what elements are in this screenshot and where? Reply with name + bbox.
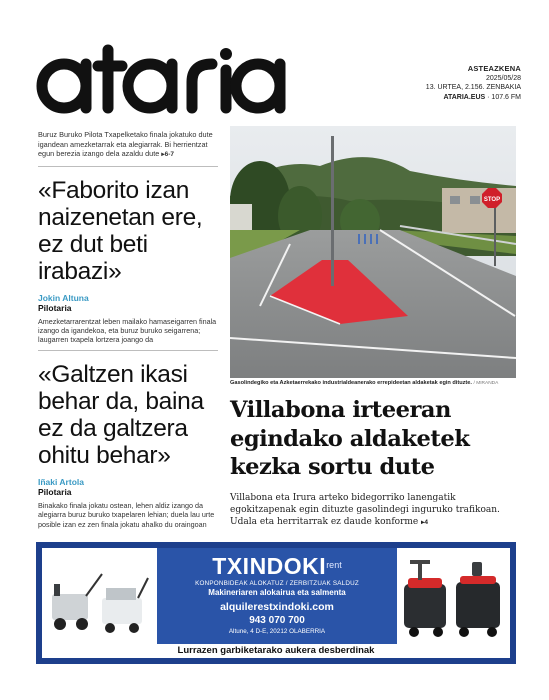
radio-frequency: 107.6 FM bbox=[491, 93, 521, 101]
author-name: Jokin Altuna bbox=[38, 292, 89, 303]
ataria-logo-icon bbox=[36, 42, 298, 114]
author-role: Pilotaria bbox=[38, 302, 72, 313]
ad-phone[interactable]: 943 070 700 bbox=[249, 615, 305, 626]
author-role: Pilotaria bbox=[38, 487, 72, 498]
lead-photo[interactable] bbox=[230, 126, 516, 378]
photo-credit: / MIRANDA bbox=[473, 381, 499, 386]
website-link[interactable]: ATARIA.EUS bbox=[443, 93, 486, 101]
edition-issue: 13. URTEA, 2.156. ZENBAKIA bbox=[425, 84, 521, 91]
ad-tagline: Lurrazen garbiketarako aukera desberdinak bbox=[42, 644, 510, 658]
quote-artola[interactable]: «Galtzen ikasi behar da, baina ez da galtzera ohitu behar» bbox=[38, 361, 204, 470]
edition-info bbox=[426, 64, 521, 102]
teaser-page-ref: ▸6-7 bbox=[161, 151, 175, 158]
teaser[interactable] bbox=[38, 130, 218, 160]
divider bbox=[38, 350, 218, 351]
divider bbox=[38, 166, 218, 167]
main-dek bbox=[230, 492, 522, 529]
teaser-text: Buruz Buruko Pilota Txapelketako finala jokatuko dute igandean amezketarrak eta alegiarrak. Bi herrientzat egun berezia izango dela azaldu dute bbox=[38, 130, 213, 158]
scrubber-machines-icon bbox=[398, 554, 506, 642]
ad-rental-sales: Makineriaren alokairua eta salmenta bbox=[208, 588, 346, 597]
author-artola bbox=[38, 477, 218, 497]
blurb-altuna: Amezketarrarentzat leben mailako hamaseigarren finala izango da igandekoa, eta buruz buruko seigarrena; laugarren txapela lortzera joango da bbox=[38, 316, 217, 344]
quote-altuna[interactable]: «Faborito izan naizenetan ere, ez dut beti irabazi» bbox=[38, 176, 203, 285]
ad-services: KONPONBIDEAK ALOKATUZ / ZERBITZUAK SALDUZ bbox=[195, 580, 359, 587]
sweeper-machines-icon bbox=[46, 554, 152, 642]
floor-sweeper-image bbox=[46, 554, 152, 642]
author-altuna bbox=[38, 293, 218, 313]
advertisement[interactable] bbox=[36, 542, 516, 664]
caption-text: Gasolindegiko eta Azketaerrekako industrialdeanerako errepideetan aldaketak egin dituzte. bbox=[230, 380, 472, 386]
ad-center-panel bbox=[157, 548, 397, 658]
dek-page-ref: ▸4 bbox=[421, 519, 429, 526]
ad-website-link[interactable]: alquilerestxindoki.com bbox=[220, 601, 334, 613]
ad-brand: $TXINDOKI^{rent}$ bbox=[212, 553, 342, 579]
dek-text: Villabona eta Irura arteko bidegorriko lanengatik egokitzapenak egin dituzte gasolindegi inguruko trafikoan. Udala eta herritarrak ez daude konforme bbox=[230, 493, 500, 527]
edition-web: ATARIA.EUS · 107.6 FM bbox=[443, 93, 521, 101]
blurb-artola: Binakako finala jokatu ostean, lehen aldiz izango da alegiarra buruz buruko txapelaren lehian; duela lau urte posible izan ez zen finala jokatu ahalko du oraingoan bbox=[38, 501, 215, 529]
ad-address: Altune, 4 D-E, 20212 OLABERRIA bbox=[228, 628, 326, 635]
stop-sign-label: STOP bbox=[483, 197, 501, 203]
scrubber-image bbox=[398, 554, 506, 642]
edition-day: ASTEAZKENA bbox=[467, 64, 521, 73]
left-column bbox=[38, 126, 218, 529]
main-headline[interactable]: Villabona irteeran egindako aldaketek kezka sortu dute bbox=[230, 397, 470, 480]
author-name: Iñaki Artola bbox=[38, 477, 84, 488]
ataria-logo[interactable] bbox=[36, 42, 298, 114]
road-photo-image bbox=[230, 126, 516, 378]
edition-date: 2025/05/28 bbox=[485, 74, 521, 82]
photo-caption bbox=[230, 380, 516, 387]
masthead bbox=[0, 0, 549, 120]
